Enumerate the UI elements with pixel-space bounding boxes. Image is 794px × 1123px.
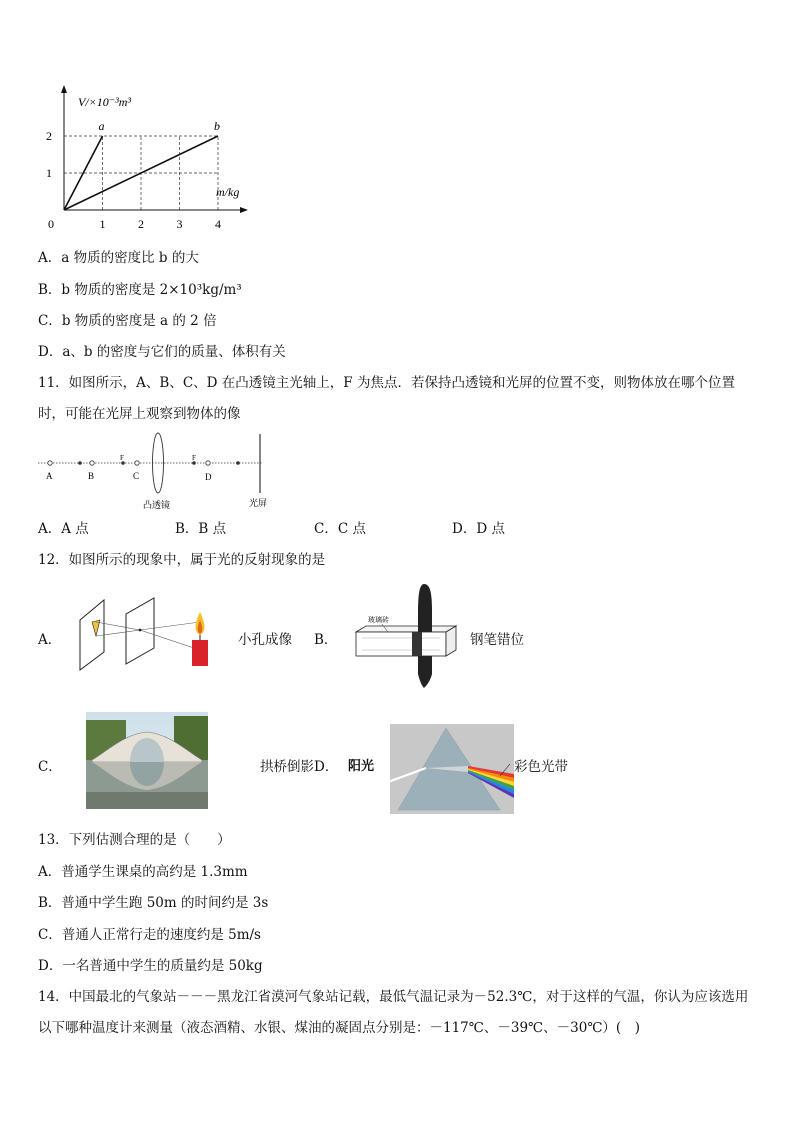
arch-bridge-photo <box>86 712 208 809</box>
q12-d-label: 彩色光带 <box>514 759 568 775</box>
q12-a-label: 小孔成像 <box>238 632 292 648</box>
q12-d-sunlight: 阳光 <box>348 759 375 774</box>
chart-ylabel: V/×10⁻³m³ <box>78 95 131 109</box>
q12-c-letter: C． <box>38 759 62 775</box>
q10-option-b: B．b 物质的密度是 2×10³kg/m³ <box>38 282 242 298</box>
point-dot-2 <box>236 461 240 465</box>
q12-d-letter: D． <box>314 759 339 775</box>
pen-glass-figure <box>352 582 462 690</box>
q11-stem-line1: 11．如图所示，A、B、C、D 在凸透镜主光轴上，F 为焦点．若保持凸透镜和光屏的位置不变，则物体放在哪个位置 <box>38 375 735 391</box>
label-b: B <box>88 471 95 481</box>
q12-b-label: 钢笔错位 <box>470 632 524 648</box>
x-tick-label: 0 <box>48 217 54 231</box>
x-tick-label: 4 <box>215 217 221 231</box>
q12-a-letter: A． <box>38 632 62 648</box>
series-label-a: a <box>98 119 105 133</box>
q12-b-letter: B． <box>314 632 338 648</box>
x-tick-label: 2 <box>138 217 144 231</box>
lens-diagram <box>38 430 278 514</box>
pinhole-image-figure <box>76 592 218 676</box>
q11-option-b: B．B 点 <box>175 521 227 537</box>
q10-option-c: C．b 物质的密度是 a 的 2 倍 <box>38 313 217 329</box>
series-label-b: b <box>214 119 220 133</box>
density-chart <box>38 82 268 240</box>
q11-option-d: D．D 点 <box>452 521 505 537</box>
q14-stem-line1: 14．中国最北的气象站－－－黑龙江省漠河气象站记载，最低气温记录为－52.3℃，对于这样的气温，你认为应该选用 <box>38 989 749 1005</box>
q10-option-d: D．a、b 的密度与它们的质量、体积有关 <box>38 344 286 360</box>
y-axis-arrow <box>61 85 67 93</box>
q13-option-b: B．普通中学生跑 50m 的时间约是 3s <box>38 895 269 911</box>
point-dot-1 <box>78 461 82 465</box>
q13-option-d: D．一名普通中学生的质量约是 50kg <box>38 958 263 974</box>
point-b <box>90 461 94 465</box>
x-axis-arrow <box>240 207 248 213</box>
q11-stem-line2: 时，可能在光屏上观察到物体的像 <box>38 406 241 422</box>
label-a: A <box>46 471 53 481</box>
x-tick-label: 1 <box>99 217 106 231</box>
q13-option-c: C．普通人正常行走的速度约是 5m/s <box>38 927 261 943</box>
y-tick-label: 1 <box>46 166 52 180</box>
q13-stem: 13．下列估测合理的是（ ） <box>38 832 231 848</box>
prism-dispersion-figure <box>388 724 516 818</box>
q11-option-a: A．A 点 <box>38 521 89 537</box>
q12-c-label: 拱桥倒影 <box>260 759 314 775</box>
label-f-left: F <box>120 454 124 462</box>
glass-brick-label: 玻璃砖 <box>368 616 389 624</box>
point-a <box>48 461 52 465</box>
label-c: C <box>133 471 140 481</box>
label-screen: 光屏 <box>249 498 268 508</box>
q12-stem: 12．如图所示的现象中，属于光的反射现象的是 <box>38 552 326 568</box>
q14-stem-line2: 以下哪种温度计来测量（液态酒精、水银、煤油的凝固点分别是：－117℃、－39℃、－30℃）( ) <box>38 1020 640 1036</box>
point-c <box>135 461 139 465</box>
label-lens: 凸透镜 <box>143 500 171 510</box>
q13-option-a: A．普通学生课桌的高约是 1.3mm <box>38 864 248 880</box>
chart-ticks <box>46 129 221 231</box>
chart-series <box>64 119 220 210</box>
q11-option-c: C．C 点 <box>314 521 366 537</box>
y-tick-label: 2 <box>46 129 52 143</box>
x-tick-label: 3 <box>176 217 183 231</box>
label-f-right: F <box>192 454 196 462</box>
chart-xlabel: m/kg <box>216 185 240 199</box>
q10-option-a: A．a 物质的密度比 b 的大 <box>38 250 199 266</box>
label-d: D <box>205 472 212 482</box>
point-d <box>206 461 210 465</box>
